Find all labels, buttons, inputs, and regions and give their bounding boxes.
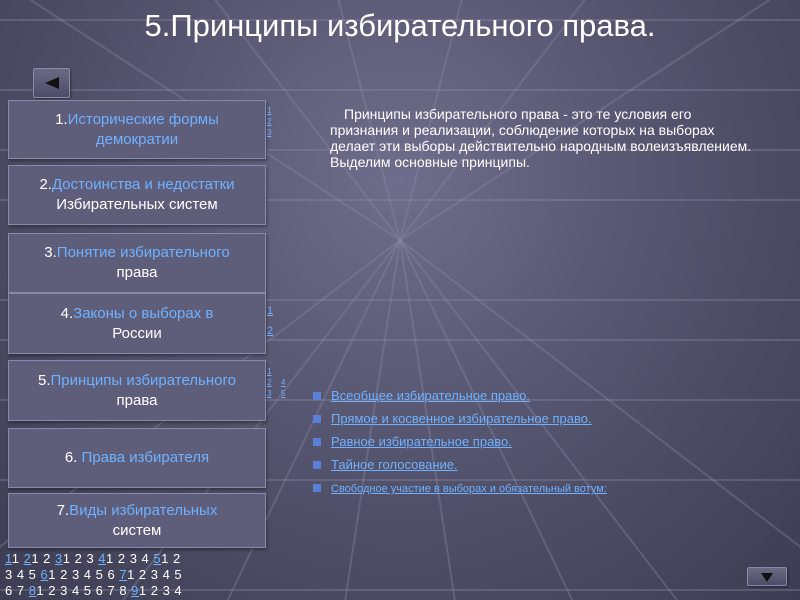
slide-index-text: 1 xyxy=(11,551,24,566)
sublink[interactable]: 2 xyxy=(267,378,272,387)
menu-number: 6. xyxy=(64,449,82,466)
sublink[interactable]: 1 xyxy=(267,367,272,376)
principle-link[interactable]: Прямое и косвенное избирательное право. xyxy=(331,411,592,426)
menu-number: 1. xyxy=(55,110,68,128)
slide-index-link[interactable]: 8 xyxy=(28,583,37,598)
sublink[interactable]: 4 xyxy=(281,378,286,387)
bullet-square-icon xyxy=(313,461,321,469)
principle-link[interactable]: Тайное голосование. xyxy=(331,457,458,472)
sublinks-1 xyxy=(267,105,271,138)
menu-link[interactable]: Законы о выборах в xyxy=(73,304,214,322)
slide-index-text: 3 4 5 xyxy=(5,567,41,582)
slide-index-link[interactable]: 1 xyxy=(5,551,12,566)
triangle-down-icon xyxy=(760,571,774,583)
triangle-left-icon xyxy=(44,76,60,90)
next-button[interactable] xyxy=(747,567,787,586)
principle-link[interactable]: Всеобщее избирательное право. xyxy=(331,388,530,403)
menu-button-label xyxy=(38,371,236,411)
menu-link[interactable]: Исторические формы демократии xyxy=(67,110,219,148)
sublinks-4 xyxy=(267,301,273,341)
sublink[interactable]: 2 xyxy=(267,325,274,337)
bullet-square-icon xyxy=(313,392,321,400)
menu-link[interactable]: Достоинства и недостатки xyxy=(51,176,235,193)
list-item xyxy=(313,457,773,480)
slide-index-link[interactable]: 6 xyxy=(40,567,49,582)
menu-link[interactable]: Понятие избирательного xyxy=(56,244,230,261)
menu-number: 4. xyxy=(60,304,74,322)
menu-label-text: права xyxy=(116,264,158,281)
bullet-square-icon xyxy=(313,438,321,446)
slide-index-link[interactable]: 3 xyxy=(55,551,63,566)
menu-button-label xyxy=(15,110,259,150)
menu-button-label xyxy=(61,304,214,344)
intro-paragraph: Принципы избирательного права - это те условия его признания и реализации, соблюдение которых на выборах делает эти выборы действительно народным волеизъявлением. Выделим основные принципы. xyxy=(330,106,752,170)
sublink[interactable]: 5 xyxy=(281,389,286,398)
slide-index-text: 1 2 3 4 5 6 7 8 xyxy=(36,583,132,598)
slide-index-link[interactable]: 7 xyxy=(119,567,128,582)
list-item xyxy=(313,411,773,434)
menu-button-label xyxy=(44,243,229,283)
menu-label-text: права xyxy=(116,391,158,409)
menu-label-text: Избирательных систем xyxy=(56,196,218,213)
menu-button-3[interactable] xyxy=(8,233,266,293)
menu-number: 2. xyxy=(39,176,52,193)
sublink[interactable]: 3 xyxy=(267,389,272,398)
slide-index-line xyxy=(5,583,265,599)
menu-link[interactable]: Принципы избирательного xyxy=(50,371,236,389)
sublinks-5a xyxy=(267,366,271,399)
menu-button-6[interactable] xyxy=(8,428,266,488)
menu-number: 7. xyxy=(56,501,70,519)
slide-index-link[interactable]: 5 xyxy=(153,551,162,566)
menu-button-4[interactable] xyxy=(8,293,266,354)
menu-button-5[interactable] xyxy=(8,360,266,421)
menu-button-label xyxy=(39,175,234,215)
slide-index-text: 1 2 3 xyxy=(62,551,99,566)
menu-link[interactable]: Виды избирательных xyxy=(69,501,218,519)
back-button[interactable] xyxy=(33,68,70,98)
slide-index-text: 6 7 xyxy=(5,583,29,598)
menu-number: 5. xyxy=(38,371,51,389)
menu-button-7[interactable] xyxy=(8,493,266,548)
slide-index-text: 1 2 3 4 5 6 xyxy=(48,567,120,582)
page-title: 5.Принципы избирательного права. xyxy=(144,8,656,43)
menu-button-1[interactable] xyxy=(8,100,266,159)
menu-link[interactable]: Права избирателя xyxy=(81,449,210,466)
principles-list xyxy=(313,388,773,503)
sublink[interactable]: 3 xyxy=(267,128,272,137)
slide-index-line xyxy=(5,567,265,583)
slide-index-text: 1 2 3 4 xyxy=(106,551,154,566)
slide-index-text: 1 2 3 4 xyxy=(138,583,183,598)
slide-index-text: 1 2 xyxy=(161,551,181,566)
bullet-square-icon xyxy=(313,415,321,423)
slide-index-text: 1 2 3 4 5 xyxy=(127,567,183,582)
list-item xyxy=(313,434,773,457)
sublink[interactable]: 1 xyxy=(267,106,272,115)
slide-index-link[interactable]: 4 xyxy=(98,551,107,566)
slide-index-link[interactable]: 9 xyxy=(131,583,139,598)
menu-button-label xyxy=(57,501,218,541)
principle-link[interactable]: Равное избирательное право. xyxy=(331,434,512,449)
slide-index-line xyxy=(5,551,265,567)
sublink[interactable]: 2 xyxy=(267,117,272,126)
sublink[interactable]: 1 xyxy=(267,305,274,317)
slide-index-link[interactable]: 2 xyxy=(23,551,32,566)
list-item xyxy=(313,388,773,411)
bullet-square-icon xyxy=(313,484,321,492)
menu-label-text: России xyxy=(112,324,162,342)
menu-button-label xyxy=(65,448,209,468)
menu-number: 3. xyxy=(44,244,57,261)
slide-index-text: 1 2 xyxy=(31,551,56,566)
sublinks-5b xyxy=(281,377,285,399)
slide-index xyxy=(5,551,265,599)
principle-link[interactable]: Свободное участие в выборах и обязательный вотум: xyxy=(331,483,607,495)
list-item xyxy=(313,480,773,503)
menu-button-2[interactable] xyxy=(8,165,266,225)
menu-label-text: систем xyxy=(112,521,162,539)
